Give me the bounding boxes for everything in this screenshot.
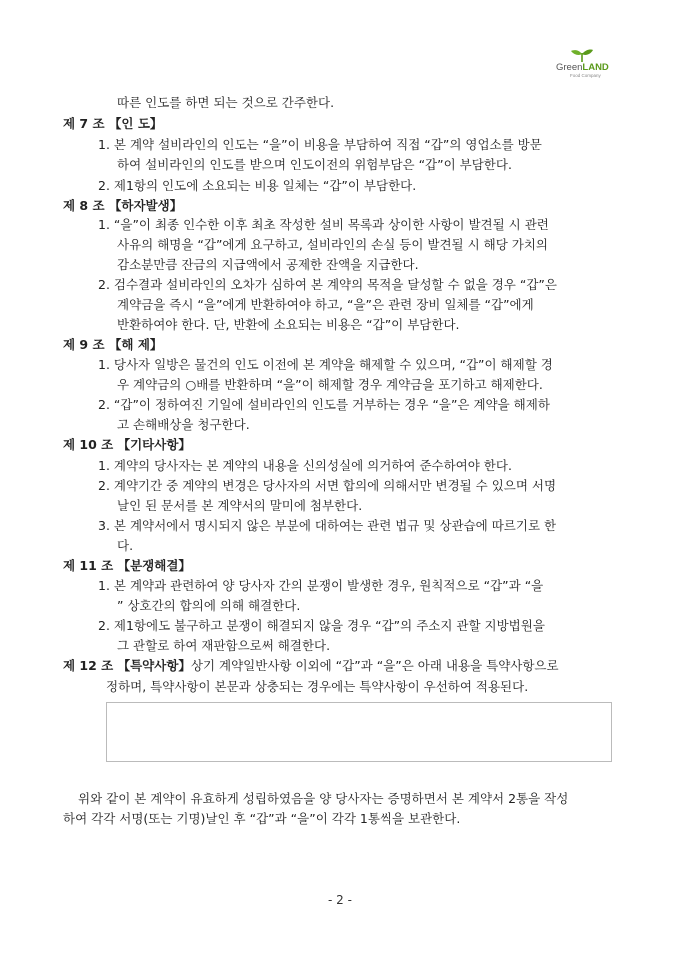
clause-9-1-cont: 우 계약금의 ○배를 반환하며 “을”이 해제할 경우 계약금을 포기하고 해제한다.	[117, 377, 543, 392]
clause-10-2-cont: 날인 된 문서를 본 계약서의 말미에 첨부한다.	[117, 498, 363, 513]
page-number: - 2 -	[328, 893, 352, 907]
clause-11-2-cont: 그 관할로 하여 재판함으로써 해결한다.	[117, 638, 331, 653]
clause-7-2: 2. 제1항의 인도에 소요되는 비용 일체는 “갑”이 부담한다.	[98, 178, 417, 193]
article-12-cont: 정하며, 특약사항이 본문과 상충되는 경우에는 특약사항이 우선하여 적용된다.	[106, 679, 529, 694]
clause-7-1-cont: 하여 설비라인의 인도를 받으며 인도이전의 위험부담은 “갑”이 부담한다.	[117, 157, 512, 172]
clause-11-2: 2. 제1항에도 불구하고 분쟁이 해결되지 않을 경우 “갑”의 주소지 관할 지방법원을	[98, 618, 545, 633]
clause-8-2-cont2: 반환하여야 한다. 단, 반환에 소요되는 비용은 “갑”이 부담한다.	[117, 317, 460, 332]
greenland-logo	[556, 48, 622, 78]
clause-11-1: 1. 본 계약과 관련하여 양 당사자 간의 분쟁이 발생한 경우, 원칙적으로 “갑”과 “을	[98, 578, 544, 593]
clause-10-3: 3. 본 계약서에서 명시되지 않은 부분에 대하여는 관련 법규 및 상관습에 따르기로 한	[98, 518, 557, 533]
clause-11-1-cont: ” 상호간의 합의에 의해 해결한다.	[117, 598, 301, 613]
article-12-text: 상기 계약일반사항 이외에 “갑”과 “을”은 아래 내용을 특약사항으로	[190, 658, 559, 673]
article-8-heading: 제 8 조 【하자발생】	[63, 198, 183, 213]
clause-8-1-cont2: 감소분만큼 잔금의 지급액에서 공제한 잔액을 지급한다.	[117, 257, 419, 272]
clause-8-1: 1. “을”이 최종 인수한 이후 최초 작성한 설비 목록과 상이한 사항이 발견될 시 관련	[98, 217, 549, 232]
article-7-heading: 제 7 조 【인 도】	[63, 116, 163, 131]
clause-9-1: 1. 당사자 일방은 물건의 인도 이전에 본 계약을 해제할 수 있으며, “갑”이 해제할 경	[98, 357, 553, 372]
sprout-icon	[570, 48, 594, 62]
logo-wordmark: GreenLAND	[556, 62, 609, 73]
clause-7-1: 1. 본 계약 설비라인의 인도는 “을”이 비용을 부담하여 직접 “갑”의 영업소를 방문	[98, 137, 542, 152]
special-terms-box	[106, 702, 612, 762]
article-12-heading: 제 12 조 【특약사항】	[63, 658, 191, 673]
clause-8-2-cont: 계약금을 즉시 “을”에게 반환하여야 하고, “을”은 관련 장비 일체를 “갑”에게	[117, 297, 534, 312]
clause-10-1: 1. 계약의 당사자는 본 계약의 내용을 신의성실에 의거하여 준수하여야 한다.	[98, 458, 512, 473]
article-10-heading: 제 10 조 【기타사항】	[63, 437, 191, 452]
article-12-line	[63, 658, 559, 674]
clause-10-3-cont: 다.	[117, 538, 134, 553]
closing-line-2: 하여 각각 서명(또는 기명)날인 후 “갑”과 “을”이 각각 1통씩을 보관한다.	[63, 811, 461, 826]
clause-9-2: 2. “갑”이 정하여진 기일에 설비라인의 인도를 거부하는 경우 “을”은 계약을 해제하	[98, 397, 550, 412]
clause-8-2: 2. 검수결과 설비라인의 오차가 심하여 본 계약의 목적을 달성할 수 없을 경우 “갑”은	[98, 277, 557, 292]
closing-line-1: 위와 같이 본 계약이 유효하게 성립하였음을 양 당사자는 증명하면서 본 계약서 2통을 작성	[78, 791, 569, 806]
article-9-heading: 제 9 조 【해 제】	[63, 337, 163, 352]
clause-9-2-cont: 고 손해배상을 청구한다.	[117, 417, 250, 432]
clause-8-1-cont: 사유의 해명을 “갑”에게 요구하고, 설비라인의 손실 등이 발견될 시 해당 가치의	[117, 237, 548, 252]
clause-10-2: 2. 계약기간 중 계약의 변경은 당사자의 서면 합의에 의해서만 변경될 수 있으며 서명	[98, 478, 557, 493]
article-11-heading: 제 11 조 【분쟁해결】	[63, 558, 191, 573]
logo-subtitle: Food Company	[570, 73, 601, 78]
text-line: 따른 인도를 하면 되는 것으로 간주한다.	[117, 95, 335, 110]
